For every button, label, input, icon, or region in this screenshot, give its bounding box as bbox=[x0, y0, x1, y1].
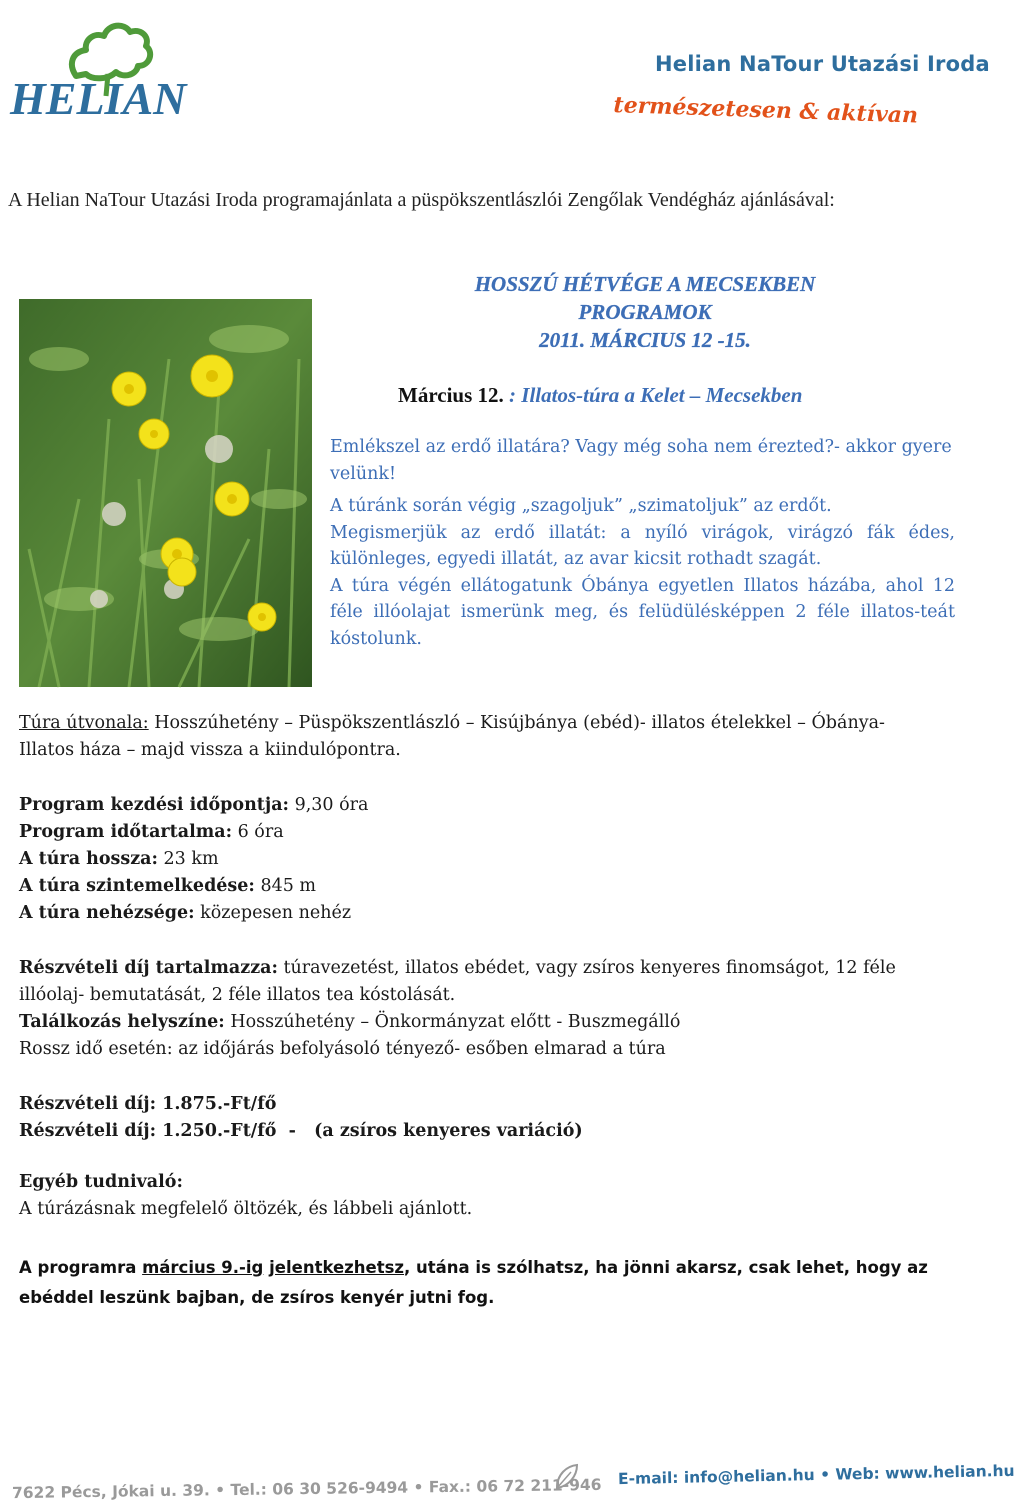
svg-text:HELIAN: HELIAN bbox=[10, 73, 187, 124]
detail-row bbox=[19, 819, 919, 846]
description-line: A túránk során végig „szagoljuk” „szimatoljuk” az erdőt. bbox=[330, 496, 832, 516]
detail-value: 23 km bbox=[157, 849, 219, 869]
event-title-block bbox=[330, 270, 960, 354]
signup-link[interactable]: jelentkezhetsz bbox=[269, 1258, 405, 1277]
flower-photo bbox=[19, 299, 312, 687]
detail-value: közepesen nehéz bbox=[194, 903, 352, 923]
meeting-text: Hosszúhetény – Önkormányzat előtt - Buszmegálló bbox=[224, 1012, 681, 1032]
intro-text: A Helian NaTour Utazási Iroda programajánlata a püspökszentlászlói Zengőlak Vendégház ajánlásával: bbox=[8, 189, 835, 211]
description-block bbox=[330, 493, 955, 652]
fee-standard: Részvételi díj: 1.875.-Ft/fő bbox=[19, 1094, 277, 1114]
day-title: : Illatos-túra a Kelet – Mecsekben bbox=[503, 383, 803, 407]
description-intro: Emlékszel az erdő illatára? Vagy még soha nem érezted?- akkor gyere velünk! bbox=[330, 437, 952, 484]
includes-paragraph bbox=[19, 955, 944, 1009]
description-line: A túra végén ellátogatunk Óbánya egyetlen Illatos házába, ahol 12 féle illóolajat ismerünk meg, és felüdülésképpen 2 féle illatos-teát kóstolunk. bbox=[330, 575, 955, 649]
meeting-row bbox=[19, 1009, 944, 1036]
event-subtitle: PROGRAMOK bbox=[578, 300, 712, 324]
weather-note: Rossz idő esetén: az időjárás befolyásoló tényező- esőben elmarad a túra bbox=[19, 1039, 666, 1059]
detail-label: A túra szintemelkedése: bbox=[19, 876, 255, 896]
detail-row bbox=[19, 792, 919, 819]
detail-row bbox=[19, 900, 919, 927]
description-line: Megismerjük az erdő illatát: a nyíló virágok, virágzó fák édes, különleges, egyedi illatát, az avar kicsit rothadt szagát. bbox=[330, 522, 955, 569]
other-label: Egyéb tudnivaló: bbox=[19, 1172, 183, 1192]
fee-reduced: Részvételi díj: 1.250.-Ft/fő - (a zsíros kenyeres variáció) bbox=[19, 1121, 583, 1141]
signup-pre: A programra bbox=[19, 1258, 143, 1277]
fees-block bbox=[19, 1091, 583, 1145]
helian-logo bbox=[8, 4, 187, 132]
detail-label: Program kezdési időpontja: bbox=[19, 795, 290, 815]
other-text: A túrázásnak megfelelő öltözék, és lábbeli ajánlott. bbox=[19, 1199, 473, 1219]
detail-row bbox=[19, 846, 919, 873]
leaf-icon bbox=[553, 1462, 581, 1492]
detail-label: A túra hossza: bbox=[19, 849, 158, 869]
route-label: Túra útvonala: bbox=[19, 713, 149, 733]
meeting-label: Találkozás helyszíne: bbox=[19, 1012, 225, 1032]
detail-value: 6 óra bbox=[232, 822, 284, 842]
brand-slogan: természetesen & aktívan bbox=[613, 92, 919, 129]
footer-contact: 7622 Pécs, Jókai u. 39. • Tel.: 06 30 526-9494 • Fax.: 06 72 211-946 bbox=[11, 1475, 602, 1503]
includes-block bbox=[19, 955, 944, 1063]
day-heading bbox=[398, 383, 802, 408]
event-dates: 2011. MÁRCIUS 12 -15. bbox=[539, 328, 751, 352]
route-text: Hosszúhetény – Püspökszentlászló – Kisújbánya (ebéd)- illatos ételekkel – Óbánya- Illatos háza – majd vissza a kiindulópontra. bbox=[19, 713, 885, 760]
detail-label: A túra nehézsége: bbox=[19, 903, 195, 923]
signup-deadline: március 9.-ig bbox=[142, 1258, 264, 1277]
footer-web[interactable]: E-mail: info@helian.hu • Web: www.helian.hu bbox=[617, 1461, 1015, 1489]
includes-label: Részvételi díj tartalmazza: bbox=[19, 958, 278, 978]
other-info bbox=[19, 1169, 472, 1223]
brand-name: Helian NaTour Utazási Iroda bbox=[655, 52, 990, 76]
day-date: Március 12. bbox=[398, 383, 504, 407]
includes-text: túravezetést, illatos ebédet, vagy zsíros kenyeres finomságot, 12 féle illóolaj- bemutatását, 2 féle illatos tea kóstolását. bbox=[19, 958, 896, 1005]
signup-note bbox=[19, 1253, 949, 1313]
detail-label: Program időtartalma: bbox=[19, 822, 233, 842]
route-paragraph bbox=[19, 710, 899, 764]
signup-post: , utána is szólhatsz, ha jönni akarsz, csak lehet, hogy az ebéddel leszünk bajban, de zsíros kenyér jutni fog. bbox=[19, 1258, 928, 1307]
detail-value: 845 m bbox=[254, 876, 317, 896]
detail-row bbox=[19, 873, 919, 900]
event-title: HOSSZÚ HÉTVÉGE A MECSEKBEN bbox=[474, 272, 816, 296]
detail-value: 9,30 óra bbox=[289, 795, 369, 815]
program-details bbox=[19, 792, 919, 927]
